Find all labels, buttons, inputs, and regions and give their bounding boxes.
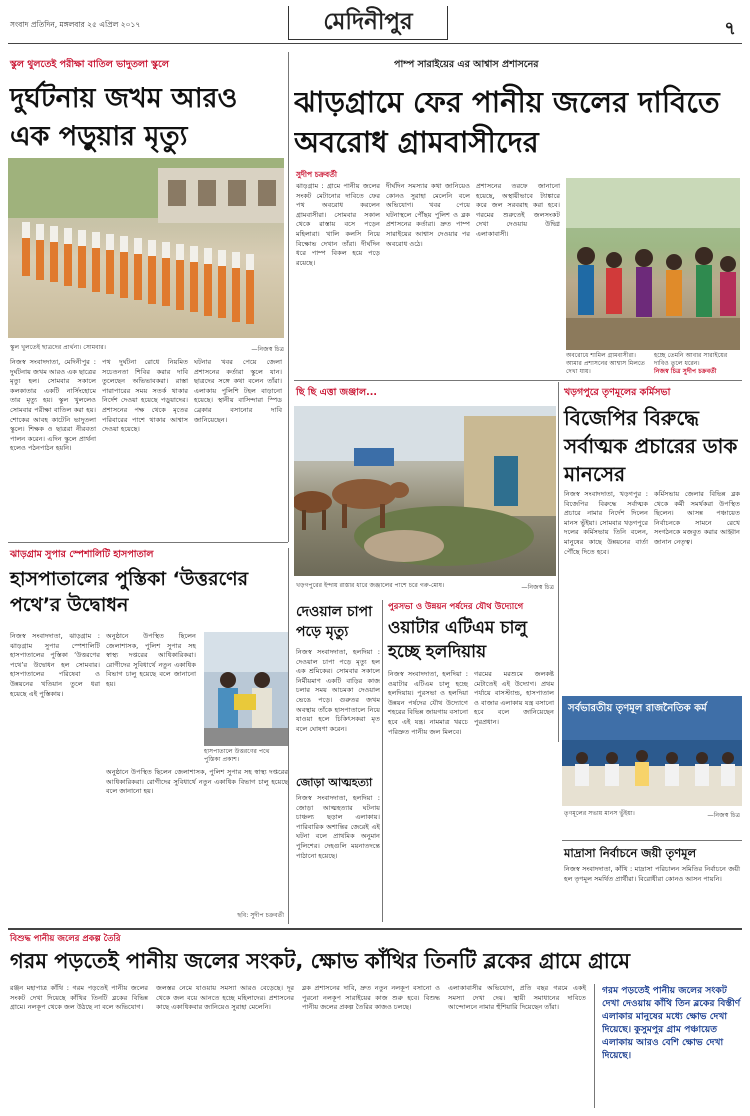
story-kicker: পুরসভা ও উন্নয়ন পর্ষদের যৌথ উদ্যোগে: [388, 602, 524, 612]
photo-caption: স্কুল খুলতেই ছাত্রদের প্রার্থনা। সোমবার।: [10, 344, 106, 351]
story-body-col4: এলাকাবাসীর অভিযোগ, প্রতি বছর গরমে একই সমস্যা দেখা দেয়। স্থায়ী সমাধানের দাবিতে আন্দোলনে নামার হুঁশিয়ারি দিয়েছেন তাঁরা।: [448, 984, 586, 1012]
story-kicker: স্কুল থুলতেই পরীক্ষা বাতিল ভাদুতলা স্কুলে: [10, 59, 169, 70]
story-body-col2: জলস্তর নেমে যাওয়ায় সমস্যা আরও বেড়েছে। দূর থেকে জল বয়ে আনতে হচ্ছে মহিলাদের। প্রশাসনের কাছে একাধিকবার জানিয়েও সুরাহা মেলেনি।: [156, 984, 294, 1012]
divider-vertical-left-bottom: [288, 548, 289, 924]
meeting-illustration: [562, 696, 742, 806]
divider-horizontal-left1: [8, 542, 288, 543]
story-headline: বিজেপির বিরুদ্ধে সর্বাত্মক প্রচারের ডাক মানসের: [564, 406, 738, 486]
booklet-launch-photo: [204, 632, 288, 746]
story-body-col3: ঘটনার খবর পেয়ে জেলা প্রশাসনের কর্তারা স্কুলে যান। ছাত্রদের সঙ্গে কথা বলেন তাঁরা। এলাকায় পুলিশি টহল বাড়ানো হয়েছে। স্থানীয় বাসিন্দারা স্পিড ব্রেকার বসানোর দাবি জানিয়েছেন।: [194, 358, 282, 424]
photo-caption-right: হচ্ছে তেমনি আবার সারাইয়ের দাবিও তুলে ধরেন।: [654, 352, 728, 367]
story-headline: হাসপাতালের পুস্তিকা ‘উত্তরণের পথে’র উদ্বোধন: [10, 568, 249, 616]
story-body-col1: নিজস্ব সংবাদদাতা, হলদিয়া : ওয়াটার এটিএম চালু হচ্ছে হলদিয়ায়। পুরসভা ও হলদিয়া উন্নয়ন পর্ষদের যৌথ উদ্যোগে শহরের বিভিন্ন জায়গায় বসানো হবে এই যন্ত্র। নামমাত্র খরচে পরিস্রুত পানীয় জল মিলবে।: [388, 670, 468, 736]
masthead-date: সংবাদ প্রতিদিন, মঙ্গলবার ২৫ এপ্রিল ২০১৭: [10, 20, 141, 29]
photo-credit: নিজস্ব চিত্র সুদীপ চক্রবর্তী: [654, 368, 717, 375]
story-headline: দেওয়াল চাপা পড়ে মৃত্যু: [296, 604, 373, 640]
section-title: মেদিনীপুর: [323, 9, 413, 35]
divider-vertical-top: [288, 52, 289, 542]
divider-vertical-mid: [558, 382, 559, 742]
story-body-col2: অনুষ্ঠানে উপস্থিত ছিলেন জেলাশাসক, পুলিশ সুপার সহ স্বাস্থ্য দপ্তরের আধিকারিকরা। রোগীদের সুবিধার্থে নতুন একাধিক বিভাগ চালু হয়েছে বলে জানানো হয়।: [106, 632, 196, 688]
photo-caption-left: অবরোধে শামিল গ্রামবাসীরা। আমার প্রশাসনের আশ্বাস মিলতে দেখা যায়।: [566, 352, 646, 375]
story-body-col2: পথ দুর্ঘটনা রোধে নিয়মিত সচেতনতা শিবির করার দাবি তুলেছেন অভিভাবকরা। রাস্তা পারাপারের সময় সতর্ক থাকার নির্দেশ দেওয়া হয়েছে পড়ুয়াদের। প্রশাসনের পক্ষ থেকে মৃতের পরিবারের পাশে থাকার আশ্বাস দেওয়া হয়েছে।: [102, 358, 188, 434]
story-body-col2-lower: অনুষ্ঠানে উপস্থিত ছিলেন জেলাশাসক, পুলিশ সুপার সহ স্বাস্থ্য দপ্তরের আধিকারিকরা। রোগীদের সুবিধার্থে নতুন একাধিক বিভাগ চালু হয়েছে বলে জানানো হয়।: [106, 768, 288, 796]
story-kicker: ঝাড়গ্রাম সুপার স্পেশালিটি হাসপাতাল: [10, 549, 154, 560]
story-body-col2: কর্মিসভায় জেলার বিভিন্ন ব্লক থেকে কর্মী সমর্থকরা উপস্থিত ছিলেন। আসন্ন পঞ্চায়েত নির্বাচনকে সামনে রেখে সংগঠনকে মজবুত করার আহ্বান জানান নেতৃত্ব।: [654, 490, 740, 546]
story-kicker: খড়গপুরে তৃণমূলের কর্মিসভা: [564, 387, 671, 398]
story-byline: সুদীপ চক্রবর্তী: [296, 170, 338, 179]
protest-illustration: [566, 178, 740, 350]
story-body-col2: দীর্ঘদিন সমস্যার কথা জানিয়েও কোনও সুরাহা মেলেনি বলে অভিযোগ। খবর পেয়ে ঘটনাস্থলে পৌঁছয় পুলিশ ও ব্লক প্রশাসনের কর্তারা। দ্রুত পাম্প সারাইয়ের আশ্বাস দেওয়ার পর অবরোধ ওঠে।: [386, 182, 470, 248]
masthead: [0, 0, 750, 44]
divider-horizontal-bottom: [8, 928, 742, 930]
story-subhead: জোড়া আত্মহত্যা: [296, 776, 373, 789]
booklet-launch-illustration: [204, 632, 288, 746]
section-title-box: [288, 6, 448, 40]
story-wall-collapse: [294, 600, 380, 922]
story-water-atm: [386, 600, 556, 922]
story-body: নিজস্ব সংবাদদাতা, হলদিয়া : দেওয়াল চাপা পড়ে মৃত্যু হল এক শ্রমিকের। সোমবার সকালে নির্মীয়মাণ একটি বাড়ির কাজ চলার সময় আচমকা দেওয়াল ভেঙে পড়ে। গুরুতর জখম অবস্থায় তাঁকে হাসপাতালে নিয়ে যাওয়া হলে চিকিৎসকরা মৃত বলে ঘোষণা করেন।: [296, 648, 380, 733]
protest-photo: [566, 178, 740, 350]
story-bjp-campaign: [562, 386, 742, 836]
story-headline: ঝাড়গ্রামে ফের পানীয় জলের দাবিতে অবরোধ গ্রামবাসীদের: [294, 85, 720, 159]
photo-credit: —নিজস্ব চিত্র: [707, 812, 740, 819]
story-body-col1: নিজস্ব সংবাদদাতা, খড়গপুর : বিজেপির বিরুদ্ধে সর্বাত্মক প্রচারে নামার নির্দেশ দিলেন মানস ভুঁইয়া। সোমবার খড়গপুরে দলের কর্মিসভায় তিনি বলেন, মানুষের কাছে উন্নয়নের বার্তা পৌঁছে দিতে হবে।: [564, 490, 648, 556]
story-sub-body: নিজস্ব সংবাদদাতা, হলদিয়া : জোড়া আত্মহত্যার ঘটনায় চাঞ্চল্য ছড়াল এলাকায়। পারিবারিক অশান্তির জেরেই এই ঘটনা বলে প্রাথমিক অনুমান পুলিশের। দেহগুলি ময়নাতদন্তে পাঠানো হয়েছে।: [296, 794, 380, 860]
photo-credit: ছবি: সুদীপ চক্রবর্তী: [237, 912, 284, 919]
story-garbage: [294, 386, 556, 596]
story-headline: দুর্ঘটনায় জখম আরও এক পড়ুয়ার মৃত্যু: [10, 83, 238, 152]
story-contai-water: [8, 932, 742, 1112]
story-accident: [8, 58, 288, 542]
story-headline: গরম পড়তেই পানীয় জলের সংকট, ক্ষোভ কাঁথির তিনটি ব্লকের গ্রামে গ্রামে: [10, 949, 630, 973]
divider-horizontal-right1: [294, 380, 742, 381]
school-assembly-illustration: [8, 158, 284, 338]
story-headline: মাদ্রাসা নির্বাচনে জয়ী তৃণমূল: [564, 846, 697, 860]
story-body-col1: নিজস্ব সংবাদদাতা, মেদিনীপুর : দুর্ঘটনায় জখম আরও এক ছাত্রের মৃত্যু হল। সোমবার সকালে কলকাতার একটি নার্সিংহোমে তার মৃত্যু হয়। স্কুল খুললেও সোমবার পরীক্ষা বাতিল করা হয়। শোকের আবহ কাটেনি ভাদুতলা স্কুলে। শিক্ষক ও ছাত্ররা নীরবতা পালন করেন। এদিন স্কুলে প্রার্থনা হলেও পঠনপাঠন হয়নি।: [10, 358, 96, 453]
garbage-cattle-illustration: [294, 406, 556, 576]
story-kicker: বিশুদ্ধ পানীয় জলের প্রকল্প তৈরি: [10, 934, 121, 944]
photo-credit: —নিজস্ব চিত্র: [251, 346, 284, 353]
story-body-col1: নিজস্ব সংবাদদাতা, ঝাড়গ্রাম : ঝাড়গ্রাম সুপার স্পেশালিটি হাসপাতালের পুস্তিকা ‘উত্তরণের পথে’র উদ্বোধন হল সোমবার। হাসপাতালের পরিষেবা ও উন্নয়নের খতিয়ান তুলে ধরা হয়েছে এই পুস্তিকায়।: [10, 632, 100, 698]
story-hospital-booklet: [8, 548, 288, 926]
story-jhargram-water: [294, 58, 742, 376]
story-body-col1: রঞ্জন মহাপাত্র কাঁথি : গরম পড়তেই পানীয় জলের সংকট দেখা দিয়েছে কাঁথির তিনটি ব্লকের বিভিন্ন গ্রামে। নলকূপ থেকে জল উঠছে না বলে অভিযোগ।: [10, 984, 148, 1012]
masthead-rule: [8, 43, 742, 44]
pullquote-rule: [594, 984, 595, 1108]
story-headline: ওয়াটার এটিএম চালু হচ্ছে হলদিয়ায়: [388, 618, 528, 662]
garbage-cattle-photo: [294, 406, 556, 576]
photo-caption: খড়গপুরের ইন্দায় রাস্তার ধারে জঞ্জালের পাশে চরে গরু-মোষ।: [296, 582, 445, 589]
pullquote: গরম পড়তেই পানীয় জলের সংকট দেখা দেওয়ায় কাঁথি তিন ব্লকের বিস্তীর্ণ এলাকার মানুষের মধ্যে ক্ষোভ দেখা দিয়েছে। কুসুমপুর গ্রাম পঞ্চায়েত এলাকায় আরও বেশি ক্ষোভ দেখা দিয়েছে।: [602, 985, 741, 1061]
photo-caption: হাসপাতালে উত্তরণের পথে পুস্তিকা প্রকাশ।: [204, 748, 270, 763]
story-body: নিজস্ব সংবাদদাতা, কাঁথি : মাদ্রাসা পরিচালন সমিতির নির্বাচনে জয়ী হল তৃণমূল সমর্থিত প্রার্থীরা। বিরোধীরা কোনও আসন পায়নি।: [564, 865, 740, 883]
story-kicker: পাম্প সারাইয়ের এর আশ্বাস প্রশাসনের: [394, 59, 539, 70]
story-madrasa: [562, 840, 742, 922]
divider-vertical-inner: [382, 600, 383, 922]
story-body-col3: প্রশাসনের তরফে জানানো হয়েছে, অস্থায়ীভাবে ট্যাঙ্কারে করে জল সরবরাহ করা হবে। গরমের শুরুতেই জলসংকট দেখা দেওয়ায় উদ্বিগ্ন এলাকাবাসী।: [476, 182, 560, 238]
story-body-col2: গরমের মরশুমে জলকষ্ট মেটাতেই এই উদ্যোগ। প্রথম পর্যায়ে বাসস্ট্যান্ড, হাসপাতাল ও বাজার এলাকায় যন্ত্র বসানো হবে বলে জানিয়েছেন পুরপ্রধান।: [474, 670, 554, 726]
photo-credit: —নিজস্ব চিত্র: [521, 584, 554, 591]
tmc-meeting-photo: [562, 696, 742, 806]
school-assembly-photo: [8, 158, 284, 338]
story-kicker: ছি ছি এত্তা জঞ্জাল...: [296, 387, 377, 398]
photo-caption: তৃণমূলের সভায় মানস ভুঁইয়া।: [564, 810, 635, 817]
story-body-col1: ঝাড়গ্রাম : গ্রামে পানীয় জলের সংকট মেটানোর দাবিতে ফের পথ অবরোধ করলেন গ্রামবাসীরা। সোমবার সকাল থেকে রাস্তায় বসে পড়েন মহিলারা। খালি কলসি নিয়ে বিক্ষোভ দেখান তাঁরা। দীর্ঘদিন ধরে পাম্প বিকল হয়ে পড়ে রয়েছে।: [296, 182, 380, 267]
story-body-col3: ব্লক প্রশাসনের দাবি, দ্রুত নতুন নলকূপ বসানো ও পুরনো নলকূপ সারাইয়ের কাজ শুরু হবে। বিশুদ্ধ পানীয় জলের প্রকল্প তৈরির কাজও চলছে।: [302, 984, 440, 1012]
page-number: ৭: [724, 18, 736, 39]
meeting-banner: সর্বভারতীয় তৃণমূল রাজনৈতিক কর্ম: [568, 703, 707, 714]
